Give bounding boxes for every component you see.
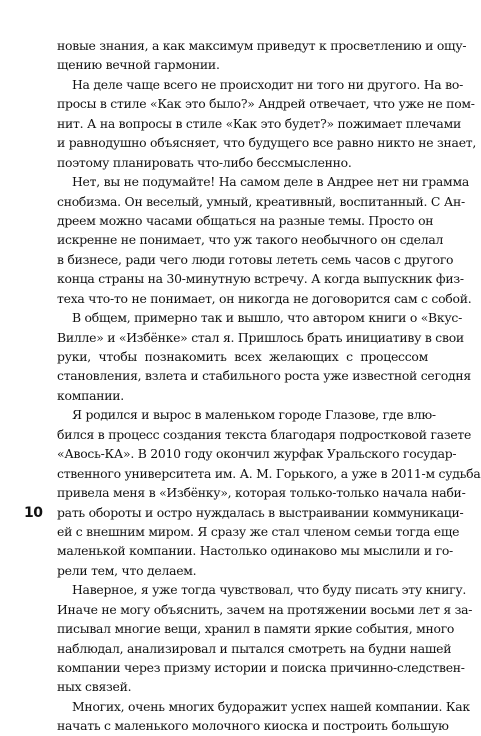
text-line: искренне не понимает, что уж такого необычного он сделал (57, 232, 444, 248)
paragraph (57, 172, 472, 308)
text-line: в бизнесе, ради чего люди готовы лететь семь часов с другого (57, 251, 454, 267)
text-line: теха что-то не понимает, он никогда не договорится сам с собой. (57, 290, 472, 306)
text-line: ей с внешним миром. Я сразу же стал членом семьи тогда еще (57, 523, 460, 539)
text-line: поэтому планировать что-либо бессмысленно. (57, 154, 352, 170)
text-line: щению вечной гармонии. (57, 57, 220, 73)
text-line: конца страны на 30-минутную встречу. А когда выпускник физ- (57, 271, 464, 287)
text-line: начать с маленького молочного киоска и построить большую (57, 718, 449, 734)
text-line: Наверное, я уже тогда чувствовал, что буду писать эту книгу. (72, 582, 467, 598)
text-line: Я родился и вырос в маленьком городе Глазове, где влю- (72, 407, 436, 423)
text-line: На деле чаще всего не происходит ни того ни другого. На во- (72, 76, 464, 92)
text-line: нит. А на вопросы в стиле «Как это будет?» пожимает плечами (57, 115, 461, 131)
body-text (57, 36, 481, 736)
paragraph (57, 405, 481, 580)
page-number: 10 (24, 505, 43, 521)
text-line: наблюдал, анализировал и пытался смотреть на будни нашей (57, 640, 452, 656)
text-line: рать обороты и остро нуждалась в выстраивании коммуникаци- (57, 504, 464, 520)
paragraph (57, 308, 471, 405)
text-line: Вилле» и «Избёнке» стал я. Пришлось брать инициативу в свои (57, 329, 464, 345)
text-line: рели тем, что делаем. (57, 562, 197, 578)
text-line: просы в стиле «Как это было?» Андрей отвечает, что уже не пом- (57, 96, 475, 112)
text-line: ственного университета им. А. М. Горького, а уже в 2011-м судьба (57, 465, 481, 481)
paragraph (57, 697, 470, 736)
text-line: новые знания, а как максимум приведут к просветлению и ощу- (57, 38, 467, 53)
text-line: ных связей. (57, 679, 132, 695)
text-line: и равнодушно объясняет, что будущего все равно никто не знает, (57, 135, 477, 151)
text-line: привела меня в «Избёнку», которая только-только начала наби- (57, 485, 466, 501)
text-line: бился в процесс создания текста благодаря подростковой газете (57, 426, 472, 442)
text-line: компании через призму истории и поиска причинно-следствен- (57, 660, 465, 675)
text-line: Нет, вы не подумайте! На самом деле в Андрее нет ни грамма (72, 174, 469, 190)
text-line: В общем, примерно так и вышло, что автором книги о «Вкус- (72, 310, 463, 326)
paragraph (57, 580, 473, 697)
text-line: руки, чтобы познакомить всех желающих с процессом (57, 349, 428, 364)
text-line: снобизма. Он веселый, умный, креативный, воспитанный. С Ан- (57, 193, 465, 209)
paragraph (57, 75, 477, 172)
paragraph (57, 36, 467, 75)
text-line: «Авось-КА». В 2010 году окончил журфак Уральского государ- (57, 446, 457, 462)
text-line: писывал многие вещи, хранил в памяти яркие события, много (57, 621, 455, 637)
text-line: компании. (57, 387, 124, 403)
text-line: Многих, очень многих будоражит успех нашей компании. Как (72, 698, 470, 714)
text-line: становления, взлета и стабильного роста уже известной сегодня (57, 368, 471, 384)
text-line: маленькой компании. Настолько одинаково мы мыслили и го- (57, 543, 453, 559)
text-line: Иначе не могу объяснить, зачем на протяжении восьми лет я за- (57, 601, 473, 617)
text-line: дреем можно часами общаться на разные темы. Просто он (57, 212, 434, 228)
